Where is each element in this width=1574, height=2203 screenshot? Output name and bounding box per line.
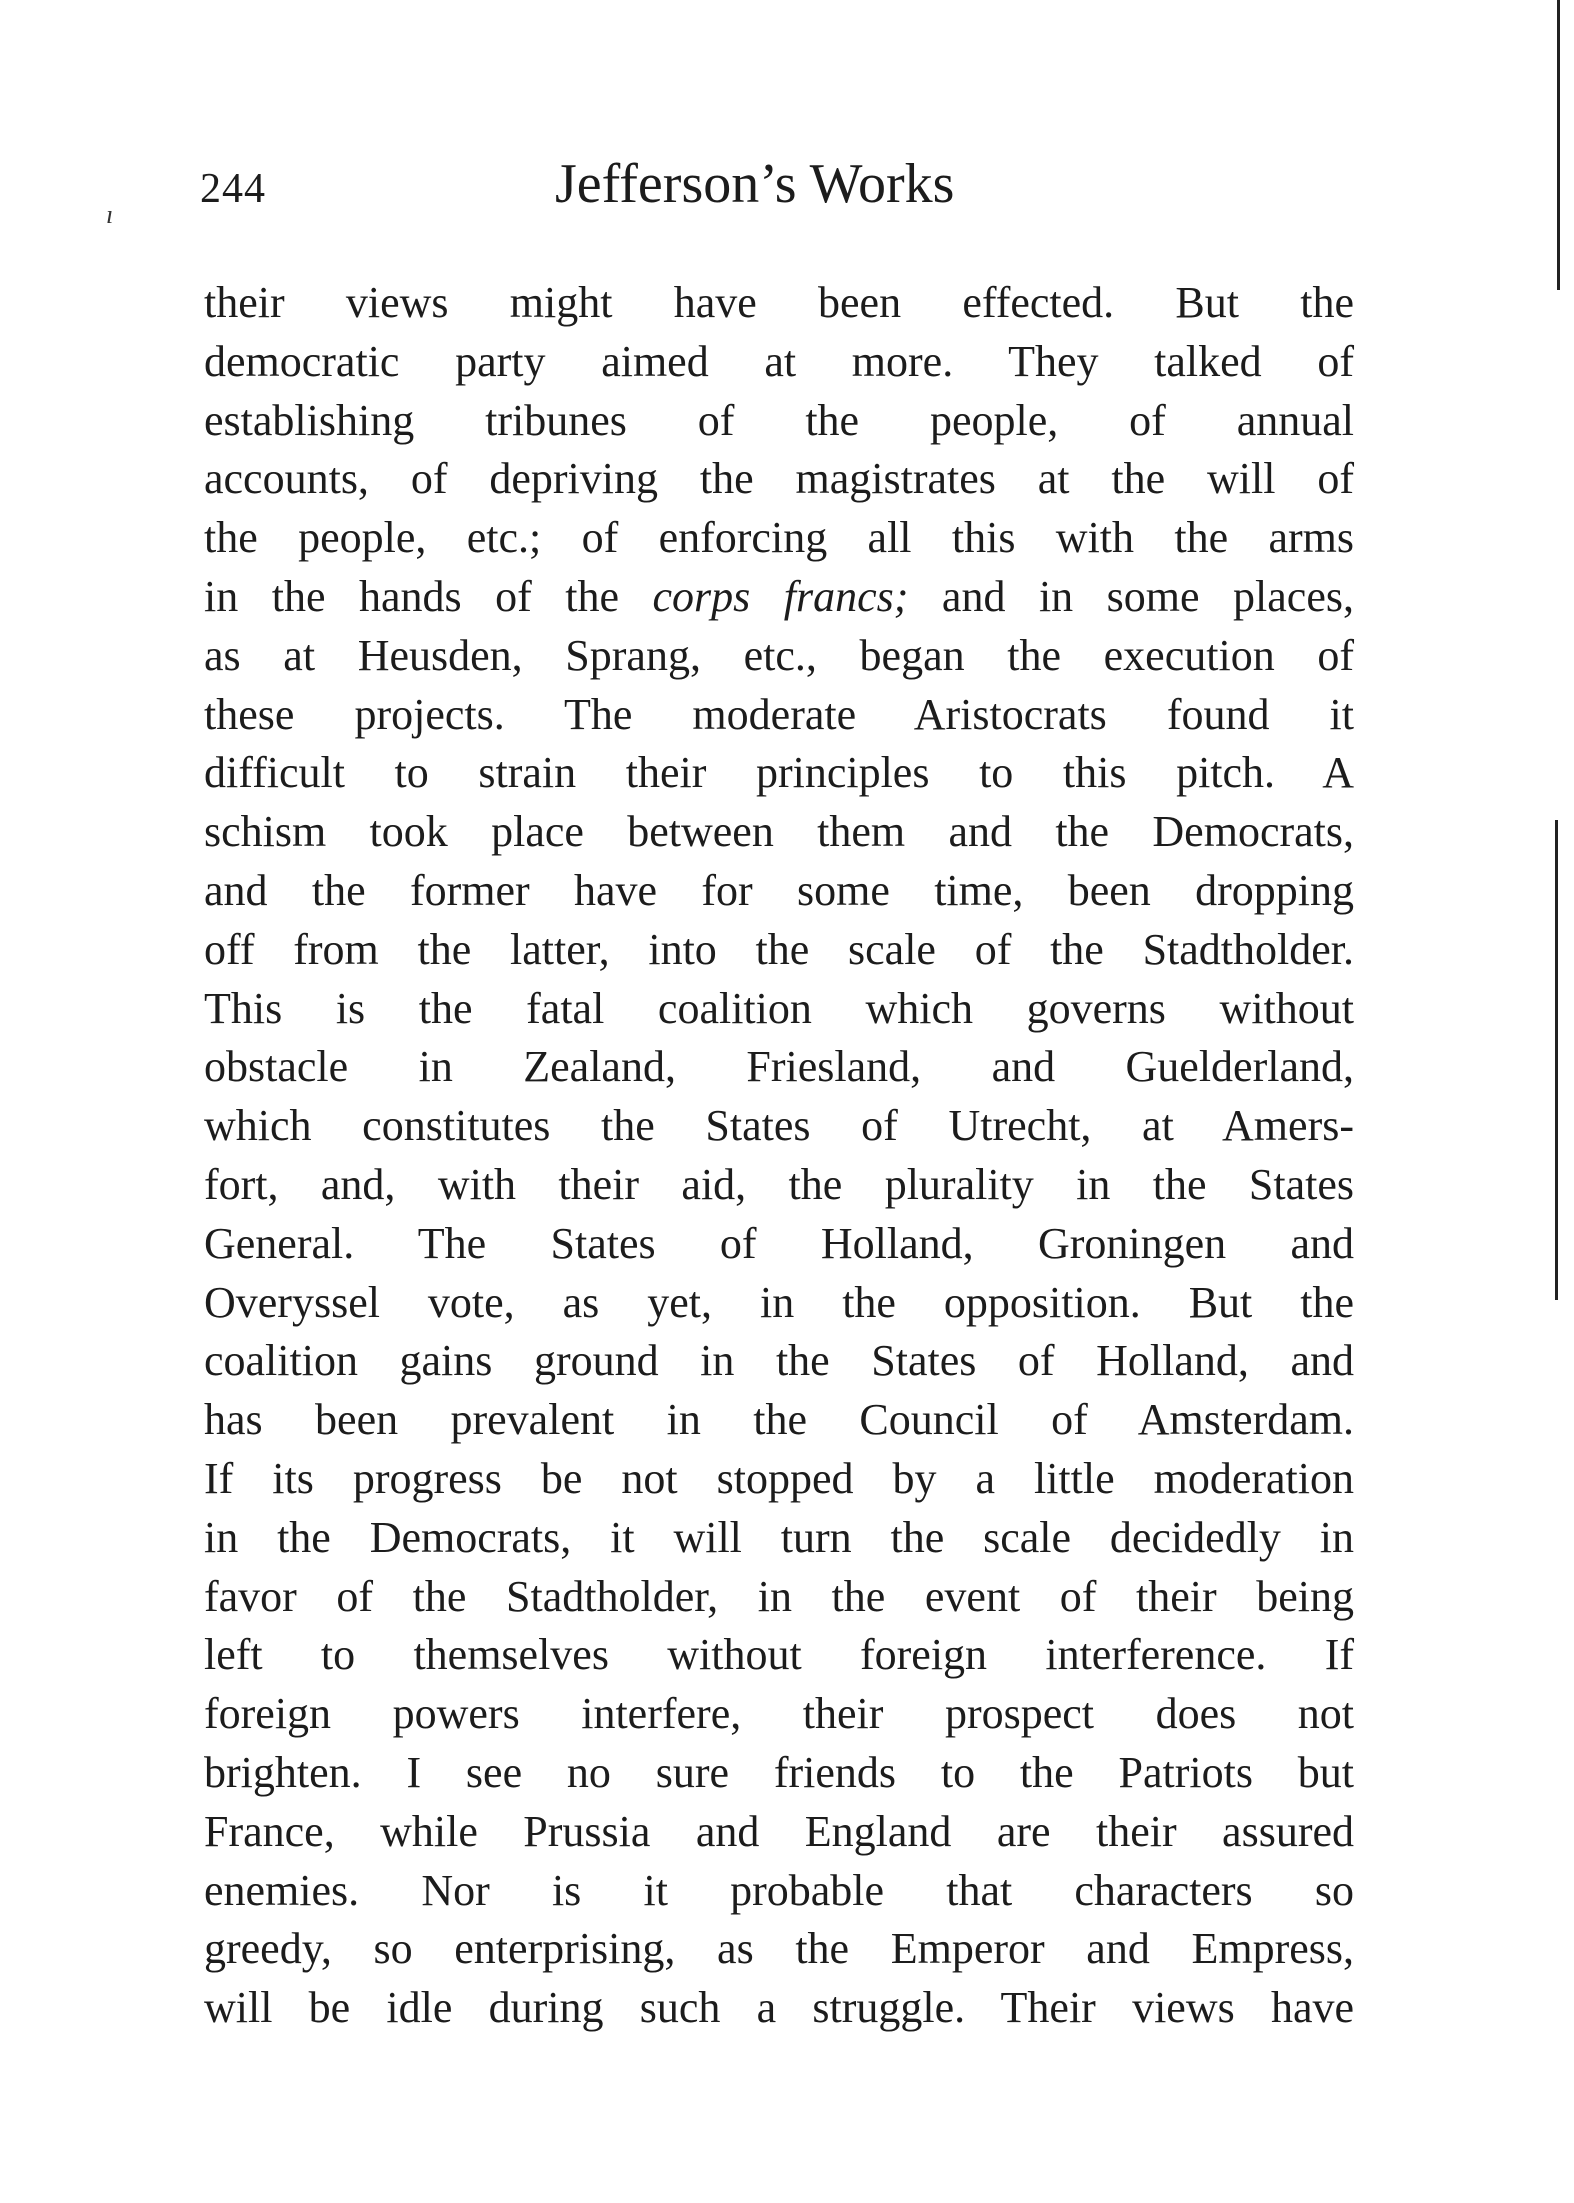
- scan-edge-line: [1557, 0, 1560, 290]
- text-line: obstacle in Zealand, Friesland, and Guelderland,: [204, 1042, 1354, 1092]
- text-line: off from the latter, into the scale of the Stadtholder.: [204, 924, 1354, 974]
- text-line: the people, etc.; of enforcing all this with the arms: [204, 513, 1354, 563]
- text-line: as at Heusden, Sprang, etc., began the execution of: [204, 630, 1354, 680]
- text-line: establishing tribunes of the people, of annual: [204, 395, 1354, 445]
- stray-mark: ı: [106, 200, 114, 229]
- text-line: France, while Prussia and England are their assured: [204, 1806, 1354, 1856]
- text-line: which constitutes the States of Utrecht, at Amers-: [204, 1101, 1354, 1151]
- text-line: in the Democrats, it will turn the scale decidedly in: [204, 1512, 1354, 1562]
- text-line: brighten. I see no sure friends to the Patriots but: [204, 1747, 1354, 1797]
- text-line: has been prevalent in the Council of Amsterdam.: [204, 1395, 1354, 1445]
- text-line: and the former have for some time, been dropping: [204, 865, 1354, 915]
- text-line: left to themselves without foreign interference. If: [204, 1630, 1354, 1680]
- text-line: difficult to strain their principles to this pitch. A: [204, 748, 1354, 798]
- text-line: enemies. Nor is it probable that characters so: [204, 1865, 1354, 1915]
- text-segment: and in some places,: [908, 571, 1354, 621]
- text-segment: in the hands of the: [204, 571, 653, 621]
- text-line: General. The States of Holland, Groningen and: [204, 1218, 1354, 1268]
- text-line: will be idle during such a struggle. Their views have: [204, 1983, 1354, 2033]
- text-line: coalition gains ground in the States of Holland, and: [204, 1336, 1354, 1386]
- page-number: 244: [200, 166, 266, 212]
- text-line: their views might have been effected. But the: [204, 278, 1354, 327]
- text-line: If its progress be not stopped by a little moderation: [204, 1453, 1354, 1503]
- text-line: This is the fatal coalition which governs without: [204, 983, 1354, 1033]
- italic-phrase: corps francs;: [652, 571, 909, 621]
- body-text: [204, 274, 1354, 2038]
- text-line: favor of the Stadtholder, in the event of their being: [204, 1571, 1354, 1621]
- text-line: fort, and, with their aid, the plurality in the States: [204, 1159, 1354, 1209]
- text-line: greedy, so enterprising, as the Emperor and Empress,: [204, 1924, 1354, 1974]
- text-line: democratic party aimed at more. They talked of: [204, 336, 1354, 386]
- text-line: [204, 568, 1354, 627]
- text-line: accounts, of depriving the magistrates at the will of: [204, 454, 1354, 504]
- text-line: Overyssel vote, as yet, in the opposition. But the: [204, 1277, 1354, 1327]
- text-line: foreign powers interfere, their prospect does not: [204, 1689, 1354, 1739]
- text-line: schism took place between them and the Democrats,: [204, 807, 1354, 857]
- scan-edge-line: [1555, 820, 1558, 1300]
- text-line: these projects. The moderate Aristocrats found it: [204, 689, 1354, 739]
- running-title: Jefferson’s Works: [555, 153, 955, 215]
